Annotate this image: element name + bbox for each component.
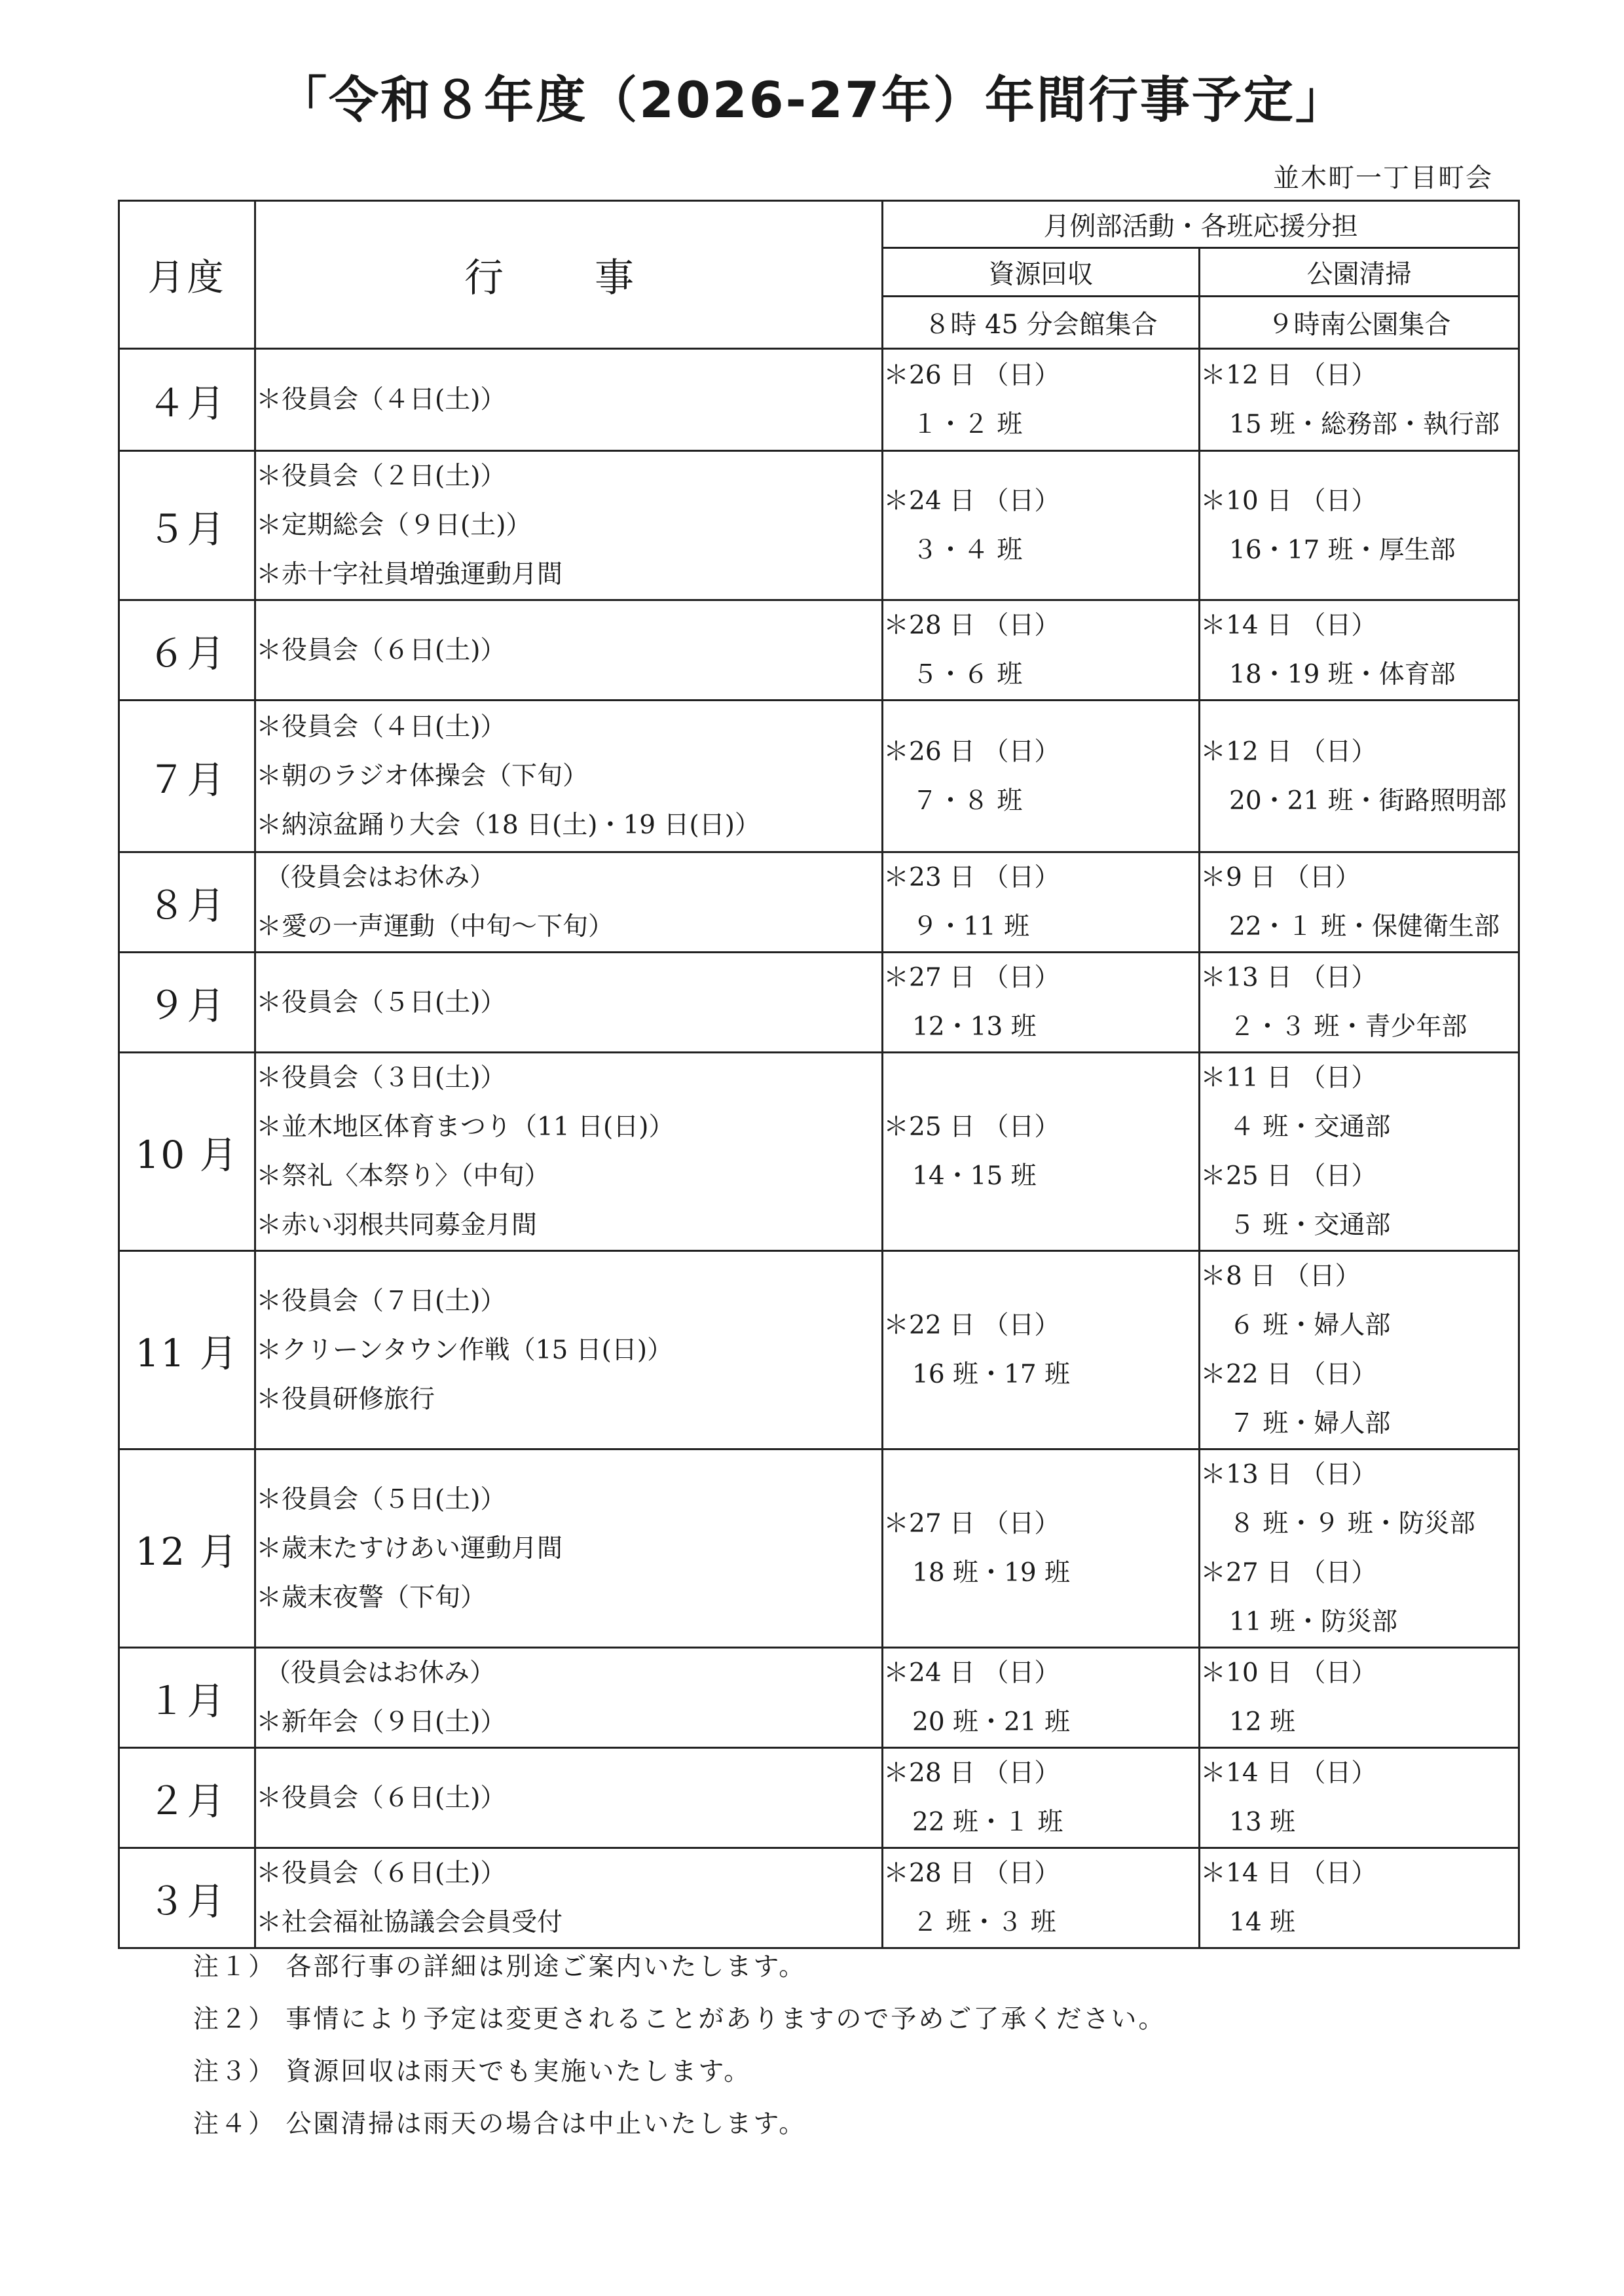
park-cell-line: ＊27 日 （日） <box>1200 1558 1377 1588</box>
month-cell: 12 月 <box>119 1449 255 1648</box>
month-cell: ８月 <box>119 852 255 953</box>
park-cell <box>1200 1648 1519 1748</box>
table-row <box>119 600 1519 701</box>
header-park-meeting: ９時南公園集合 <box>1200 297 1519 349</box>
park-cell-line: 11 班・防災部 <box>1229 1607 1398 1637</box>
park-cell <box>1200 1449 1519 1648</box>
month-cell: ２月 <box>119 1748 255 1848</box>
park-cell-line: ７ 班・婦人部 <box>1229 1409 1391 1438</box>
park-cell-line: ＊13 日 （日） <box>1200 1460 1377 1489</box>
park-cell-line: ４ 班・交通部 <box>1229 1112 1391 1142</box>
recycle-cell-line: ＊23 日 （日） <box>883 863 1060 892</box>
recycle-cell-line: 22 班・１ 班 <box>912 1808 1063 1837</box>
recycle-cell-line: ２ 班・３ 班 <box>912 1908 1056 1937</box>
events-cell-line: ＊役員会（４日(土)） <box>256 712 506 742</box>
park-cell-line: ＊12 日 （日） <box>1200 737 1377 767</box>
park-cell <box>1200 1848 1519 1948</box>
recycle-cell-line: ＊24 日 （日） <box>883 1658 1060 1688</box>
park-cell-line: ＊14 日 （日） <box>1200 1758 1377 1788</box>
events-cell-line: ＊歳末夜警（下旬） <box>256 1582 487 1613</box>
park-cell-line: ＊22 日 （日） <box>1200 1360 1377 1389</box>
events-cell <box>255 852 883 953</box>
note-line: 注２） 事情により予定は変更されることがありますので予めご了承ください。 <box>193 2005 1166 2034</box>
park-cell-line: 18・19 班・体育部 <box>1229 660 1456 689</box>
month-cell: ７月 <box>119 701 255 852</box>
recycle-cell-line: 16 班・17 班 <box>912 1360 1071 1389</box>
recycle-cell-line: 18 班・19 班 <box>912 1558 1071 1588</box>
park-cell <box>1200 451 1519 600</box>
events-cell-line: ＊役員会（２日(土)） <box>256 462 506 491</box>
events-cell <box>255 1251 883 1449</box>
events-cell <box>255 451 883 600</box>
table-body <box>119 349 1519 1948</box>
events-cell-line: ＊赤十字社員増強運動月間 <box>256 560 563 589</box>
header-activities: 月例部活動・各班応援分担 <box>883 201 1519 248</box>
recycle-cell-line: ３・４ 班 <box>912 535 1023 565</box>
events-cell-line: （役員会はお休み） <box>265 863 496 892</box>
park-cell-line: ＊25 日 （日） <box>1200 1161 1377 1191</box>
recycle-cell-line: ９・11 班 <box>912 912 1030 941</box>
header-month: 月度 <box>119 201 255 349</box>
park-cell-line: ＊8 日 （日） <box>1200 1262 1361 1291</box>
events-cell-line: ＊愛の一声運動（中旬～下旬） <box>256 912 614 941</box>
park-cell-line: ８ 班・９ 班・防災部 <box>1229 1509 1475 1539</box>
events-cell-line: ＊朝のラジオ体操会（下旬） <box>256 761 589 791</box>
recycle-cell <box>883 451 1200 600</box>
events-cell <box>255 953 883 1053</box>
footnotes <box>193 1941 1166 2151</box>
note-line: 注３） 資源回収は雨天でも実施いたします。 <box>193 2057 752 2086</box>
recycle-cell <box>883 1748 1200 1848</box>
park-cell-line: 12 班 <box>1229 1707 1296 1737</box>
table-row <box>119 1848 1519 1948</box>
park-cell-line: ＊12 日 （日） <box>1200 360 1377 390</box>
recycle-cell-line: ＊26 日 （日） <box>883 737 1060 767</box>
events-cell <box>255 349 883 451</box>
recycle-cell-line: ＊26 日 （日） <box>883 360 1060 390</box>
recycle-cell-line: ＊24 日 （日） <box>883 486 1060 516</box>
recycle-cell-line: ５・６ 班 <box>912 660 1023 689</box>
events-cell <box>255 1748 883 1848</box>
events-cell-line: ＊役員会（６日(土)） <box>256 1783 506 1813</box>
events-cell-line: ＊役員会（５日(土)） <box>256 987 506 1017</box>
park-cell <box>1200 953 1519 1053</box>
table-row <box>119 451 1519 600</box>
recycle-cell-line: ＊27 日 （日） <box>883 963 1060 993</box>
events-cell-line: ＊役員研修旅行 <box>256 1384 435 1414</box>
park-cell-line: ＊13 日 （日） <box>1200 963 1377 993</box>
document-title: 「令和８年度（2026-27年）年間行事予定」 <box>277 71 1347 129</box>
month-cell: ６月 <box>119 600 255 701</box>
park-cell-line: ＊11 日 （日） <box>1200 1063 1377 1093</box>
recycle-cell <box>883 600 1200 701</box>
header-park: 公園清掃 <box>1200 248 1519 297</box>
recycle-cell <box>883 1053 1200 1251</box>
events-cell <box>255 701 883 852</box>
recycle-cell-line: 14・15 班 <box>912 1161 1037 1191</box>
events-cell-line: ＊納涼盆踊り大会（18 日(土)・19 日(日)） <box>256 811 760 840</box>
month-cell: 11 月 <box>119 1251 255 1449</box>
recycle-cell-line: ＊27 日 （日） <box>883 1509 1060 1539</box>
recycle-cell-line: ７・８ 班 <box>912 786 1023 816</box>
park-cell-line: ＊14 日 （日） <box>1200 1859 1377 1888</box>
park-cell <box>1200 852 1519 953</box>
park-cell <box>1200 600 1519 701</box>
table-row <box>119 1748 1519 1848</box>
recycle-cell <box>883 1848 1200 1948</box>
park-cell-line: ６ 班・婦人部 <box>1229 1311 1391 1340</box>
recycle-cell <box>883 349 1200 451</box>
month-cell: ９月 <box>119 953 255 1053</box>
month-cell: ４月 <box>119 349 255 451</box>
park-cell <box>1200 701 1519 852</box>
events-cell-line: ＊クリーンタウン作戦（15 日(日)） <box>256 1335 673 1365</box>
note-line: 注１） 各部行事の詳細は別途ご案内いたします。 <box>193 1952 807 1982</box>
events-cell-line: ＊役員会（６日(土)） <box>256 635 506 665</box>
table-row <box>119 852 1519 953</box>
park-cell-line: ２・３ 班・青少年部 <box>1229 1012 1467 1042</box>
events-cell-line: ＊祭礼〈本祭り〉（中旬） <box>256 1161 550 1191</box>
recycle-cell-line: ＊28 日 （日） <box>883 611 1060 640</box>
table-row <box>119 1251 1519 1449</box>
table-row <box>119 953 1519 1053</box>
recycle-cell <box>883 1251 1200 1449</box>
table-row <box>119 701 1519 852</box>
events-cell-line: ＊並木地区体育まつり（11 日(日)） <box>256 1112 674 1142</box>
recycle-cell-line: ＊25 日 （日） <box>883 1112 1060 1142</box>
events-cell-line: ＊役員会（３日(土)） <box>256 1063 506 1093</box>
recycle-cell-line: ＊28 日 （日） <box>883 1859 1060 1888</box>
events-cell-line: ＊新年会（９日(土)） <box>256 1707 506 1737</box>
recycle-cell-line: ＊28 日 （日） <box>883 1758 1060 1788</box>
recycle-cell-line: ＊22 日 （日） <box>883 1311 1060 1340</box>
recycle-cell-line: 12・13 班 <box>912 1012 1037 1042</box>
table-row <box>119 1053 1519 1251</box>
table-row <box>119 1648 1519 1748</box>
park-cell <box>1200 1053 1519 1251</box>
park-cell-line: 16・17 班・厚生部 <box>1229 535 1456 565</box>
events-cell-line: ＊役員会（６日(土)） <box>256 1859 506 1888</box>
events-cell <box>255 1848 883 1948</box>
month-cell: ５月 <box>119 451 255 600</box>
events-cell-line: ＊歳末たすけあい運動月間 <box>256 1533 563 1563</box>
recycle-cell <box>883 1648 1200 1748</box>
header-events: 行 事 <box>255 201 883 349</box>
park-cell <box>1200 1748 1519 1848</box>
recycle-cell <box>883 953 1200 1053</box>
park-cell-line: ＊10 日 （日） <box>1200 486 1377 516</box>
park-cell <box>1200 349 1519 451</box>
recycle-cell-line: 20 班・21 班 <box>912 1707 1071 1737</box>
recycle-cell-line: １・２ 班 <box>912 409 1023 439</box>
events-cell-line: （役員会はお休み） <box>265 1658 496 1688</box>
month-cell: ３月 <box>119 1848 255 1948</box>
park-cell-line: 22・１ 班・保健衛生部 <box>1229 912 1500 941</box>
park-cell-line: 14 班 <box>1229 1908 1296 1937</box>
recycle-cell <box>883 852 1200 953</box>
header-recycle-meeting: ８時 45 分会館集合 <box>883 297 1200 349</box>
events-cell <box>255 1449 883 1648</box>
events-cell <box>255 1648 883 1748</box>
events-cell <box>255 600 883 701</box>
month-cell: 10 月 <box>119 1053 255 1251</box>
park-cell-line: ＊9 日 （日） <box>1200 863 1361 892</box>
events-cell-line: ＊社会福祉協議会会員受付 <box>256 1908 563 1937</box>
park-cell-line: ＊14 日 （日） <box>1200 611 1377 640</box>
month-cell: １月 <box>119 1648 255 1748</box>
events-cell-line: ＊定期総会（９日(土)） <box>256 511 532 540</box>
park-cell-line: 20・21 班・街路照明部 <box>1229 786 1507 816</box>
events-cell <box>255 1053 883 1251</box>
table-row <box>119 349 1519 451</box>
table-header <box>119 201 1519 349</box>
table-row <box>119 1449 1519 1648</box>
park-cell <box>1200 1251 1519 1449</box>
events-cell-line: ＊赤い羽根共同募金月間 <box>256 1211 538 1240</box>
annual-schedule-table <box>118 200 1520 1949</box>
events-cell-line: ＊役員会（５日(土)） <box>256 1484 506 1514</box>
events-cell-line: ＊役員会（７日(土)） <box>256 1286 506 1316</box>
park-cell-line: ＊10 日 （日） <box>1200 1658 1377 1688</box>
park-cell-line: 15 班・総務部・執行部 <box>1229 409 1500 439</box>
park-cell-line: 13 班 <box>1229 1808 1296 1837</box>
recycle-cell <box>883 701 1200 852</box>
recycle-cell <box>883 1449 1200 1648</box>
note-line: 注４） 公園清掃は雨天の場合は中止いたします。 <box>193 2109 807 2139</box>
park-cell-line: ５ 班・交通部 <box>1229 1211 1391 1240</box>
header-recycle: 資源回収 <box>883 248 1200 297</box>
events-cell-line: ＊役員会（４日(土)） <box>256 385 506 414</box>
organization-name: 並木町一丁目町会 <box>1273 163 1493 193</box>
